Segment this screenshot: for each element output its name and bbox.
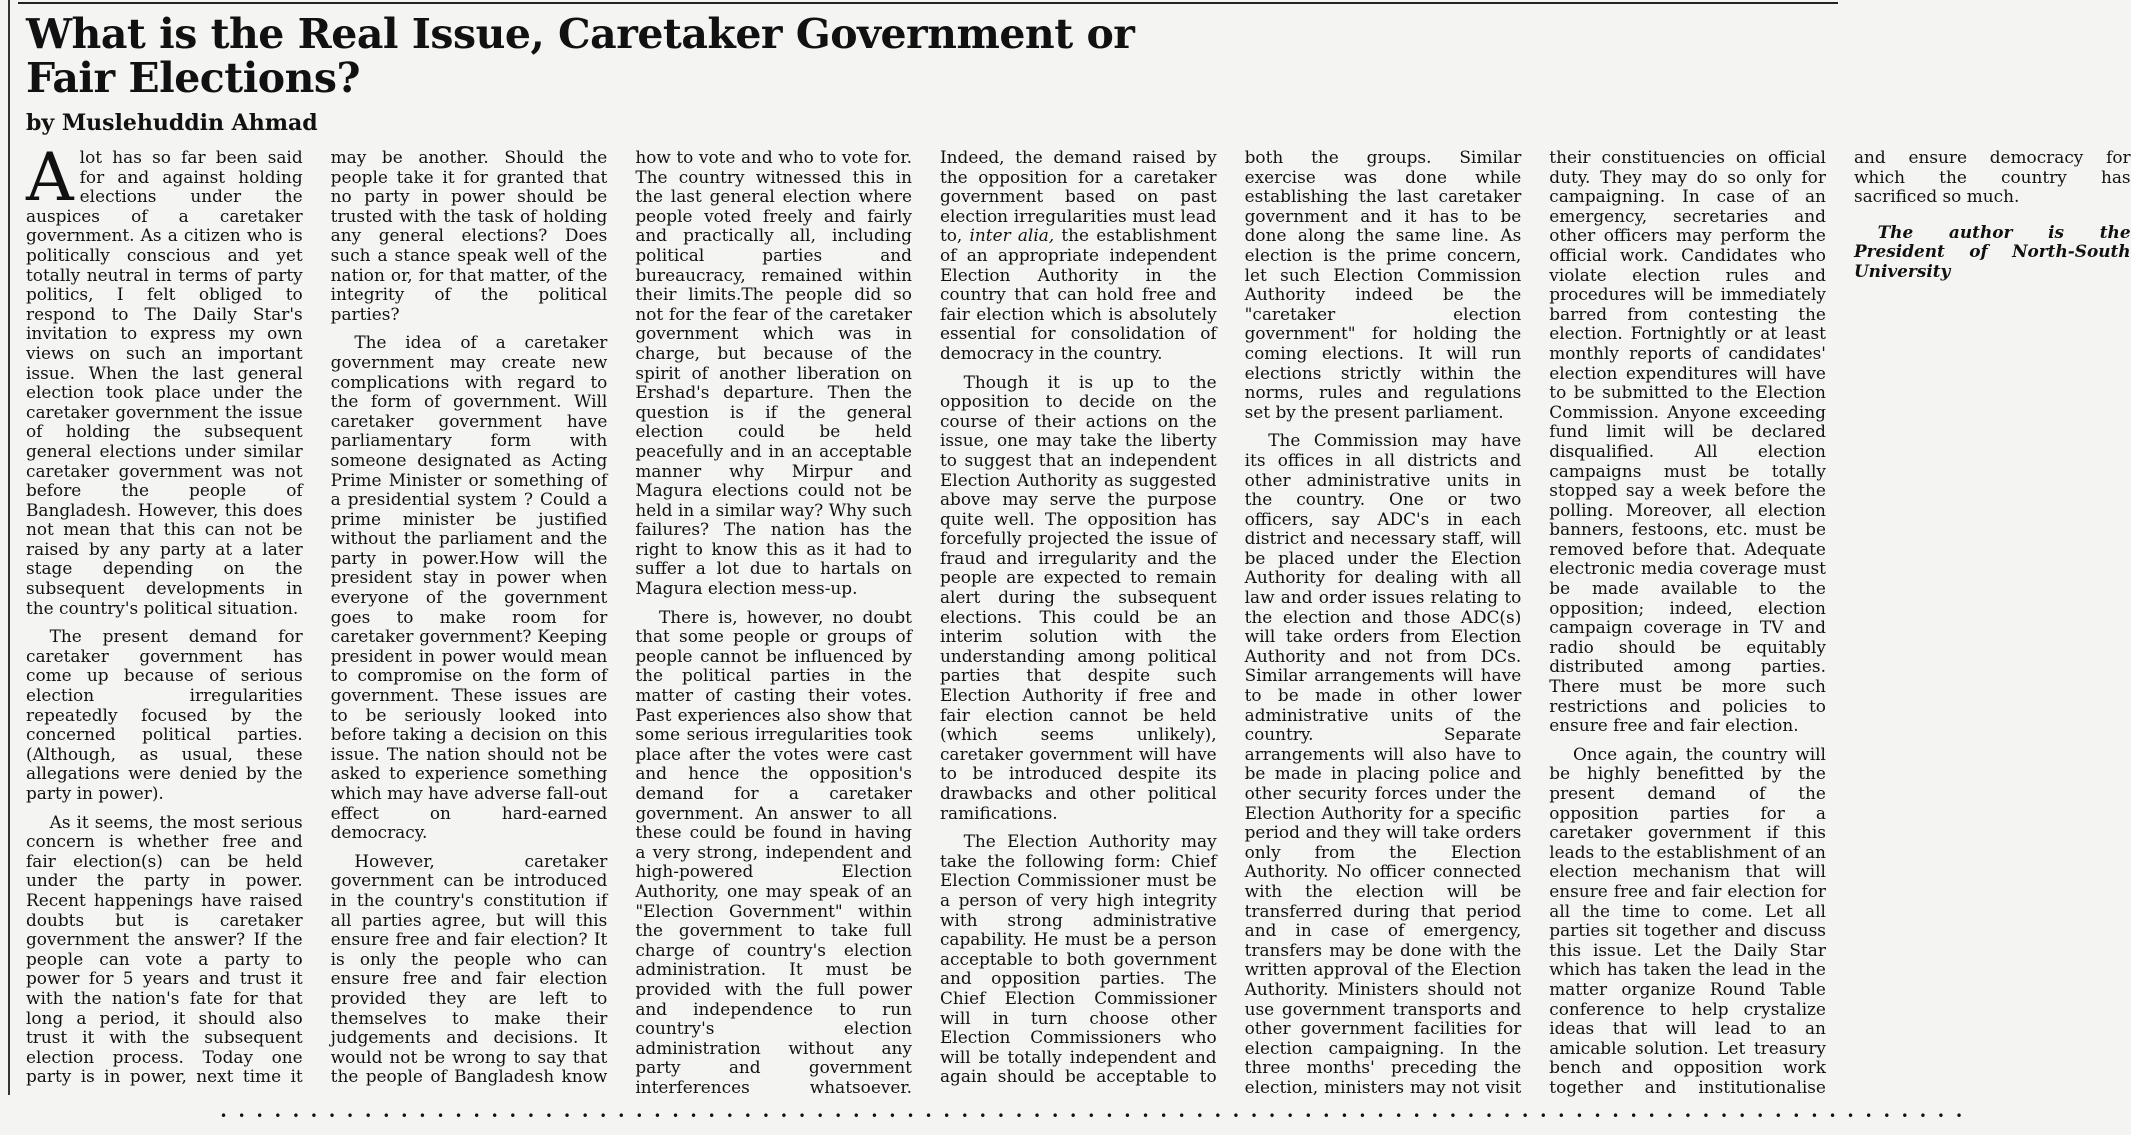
article-headline: What is the Real Issue, Caretaker Government or Fair Elections? [26, 10, 1135, 102]
author-note: The author is the President of North-South University [1853, 221, 2131, 281]
left-rule [8, 0, 10, 1095]
article-paragraph: The Commission may have its offices in all districts and other administrative units in the country. One or two officers, say ADC's in each district and necessary staff, will be placed under the Election Authority for dealing with all law and order issues relating to the election and those ADC(s) will take orders from Election Authority and not from DCs. Similar arrangements will have to be made in other lower administrative units of the country. Separate arrangements will also have to be made in placing police and other security forces under the Election Authority for a specific period and they will take orders only from the Election Authority. No officer connected with the election will be transferred during that period and in case of emergency, transfers may be done with the written approval of the Election Authority. Ministers should not use government transports and other government facilities for election campaigning. In the three months' preceding the election, ministers may not visit their constituencies on official duty. They may do so only for campaigning. In case of an emergency, secretaries and other officers may perform the official work. Candidates who violate election rules and procedures will be immediately barred from contesting the election. Fortnightly or at least monthly reports of candidates' election expenditures will have to be submitted to the Election Commission. Anyone exceeding fund limit will be declared disqualified. All election campaigns must be totally stopped say a week before the polling. Moreover, all election banners, festoons, etc. must be removed before that. Adequate electronic media coverage must be made available to the opposition; indeed, election campaign coverage in TV and radio should be equitably distributed among parties. There must be more such restrictions and policies to ensure free and fair election. [1244, 147, 1826, 1097]
paragraph-text: the establishment of an appropriate independent Election Authority in the country that can hold free and fair election which is absolutely essential for consolidation of democracy in the country. [939, 225, 1217, 363]
italic-phrase: inter alia, [969, 225, 1055, 246]
top-rule [18, 2, 1838, 4]
article-paragraph: Though it is up to the opposition to decide on the course of their actions on the issue, one may take the liberty to suggest that an independent Election Authority as suggested above may serve the purpose quite well. The opposition has forcefully projected the issue of fraud and irregularity and the people are expected to remain alert during the subsequent elections. This could be an interim solution with the understanding among political parties that despite such Election Authority if free and fair election cannot be held (which seems unlikely), caretaker government will have to be introduced despite its drawbacks and other political ramifications. [939, 371, 1217, 823]
article-paragraph: The idea of a caretaker government may create new complications with regard to the form of government. Will caretaker government have parliamentary form with someone designated as Acting Prime Minister or something of a presidential system ? Could a prime minister be justified without the parliament and the party in power.How will the president stay in power when everyone of the government goes to make room for caretaker government? Keeping president in power would mean to compromise on the form of government. These issues are to be seriously looked into before taking a decision on this issue. The nation should not be asked to experience something which may have adverse fall-out effect on hard-earned democracy. [330, 332, 608, 843]
paragraph-text: There is, however, no doubt that some people or groups of people cannot be influenced by the political parties in the matter of casting their votes. Past experiences also show that some serious irregularities took place after the votes were cast and hence the opposition's demand for a caretaker government. An answer to all these could be found in having a very strong, independent and high-powered Election Authority, one may speak of an "Election Government" within the government to take full charge of country's election administration. It must be provided with the full power and independence to run country's election administration without any party and government interferences whatsoever. Indeed, the demand raised by the opposition for a caretaker government based on past election irregularities must lead to, [635, 147, 1217, 1097]
paragraph-text: lot has so far been said for and against holding elections under the auspices of a caretaker government. As a citizen who is politically conscious and yet totally neutral in terms of party politics, I felt obliged to respond to The Daily Star's invitation to express my own views on such an important issue. When the last general election took place under the caretaker government the issue of holding the subsequent general elections under similar caretaker government was not before the people of Bangladesh. However, this does not mean that this can not be raised by any party at a later stage depending on the subsequent developments in the country's political situation. [26, 147, 303, 618]
article-paragraph: The Election Authority may take the following form: Chief Election Commissioner must be a person of very high integrity with strong administrative capability. He must be a person acceptable to both government and opposition parties. The Chief Election Commissioner will in turn choose other Election Commissioners who will be totally independent and again should be acceptable to both the groups. Similar exercise was done while establishing the last caretaker government and it has to be done along the same line. As election is the prime concern, let such Election Commission Authority indeed be the "caretaker election government" for holding the coming elections. It will run elections strictly within the norms, rules and regulations set by the present parliament. [939, 147, 1522, 1087]
article-paragraph [26, 139, 303, 618]
article-body [26, 139, 2131, 1105]
article-paragraph: Once again, the country will be highly benefitted by the present demand of the opposition parties for a caretaker government if this leads to the establishment of an election mechanism that will ensure free and fair election for all the time to come. Let all parties sit together and discuss this issue. Let the Daily Star which has taken the lead in the matter organize Round Table conference to help crystalize ideas that will lead to an amicable solution. Let treasury bench and opposition work together and institutionalise and ensure democracy for which the country has sacrificed so much. [1549, 147, 2131, 1097]
article-paragraph: As it seems, the most serious concern is whether free and fair election(s) can be held under the party in power. Recent happenings have raised doubts but is caretaker government the answer? If the people can vote a party to power for 5 years and trust it with the nation's fate for that long a period, it should also trust it with the subsequent election process. Today one party is in power, next time it may be another. Should the people take it for granted that no party in power should be trusted with the task of holding any general elections? Does such a stance speak well of the nation or, for that matter, of the integrity of the political parties? [26, 147, 608, 1087]
footer-dot-rule: ••••••••••••••••••••••••••••••••••••••••••••••••••••••••••••••••••••••••••••••••••••••••••••••••• [220, 1109, 1974, 1123]
drop-cap: A [26, 139, 74, 216]
article-paragraph: However, caretaker government can be introduced in the country's constitution if all parties agree, but will this ensure free and fair election? It is only the people who can ensure free and fair election provided they are left to themselves to make their judgements and decisions. It would not be wrong to say that the people of Bangladesh know how to vote and who to vote for. The country witnessed this in the last general election where people voted freely and fairly and practically all, including political parties and bureaucracy, remained within their limits.The people did so not for the fear of the caretaker government which was in charge, but because of the spirit of another liberation on Ershad's departure. Then the question is if the general election could be held peacefully and in an acceptable manner why Mirpur and Magura elections could not be held in a similar way? Why such failures? The nation has the right to know this as it had to suffer a lot due to hartals on Magura election mess-up. [330, 147, 912, 1087]
article-byline: by Muslehuddin Ahmad [26, 110, 318, 136]
article-paragraph: The present demand for caretaker government has come up because of serious election irregularities repeatedly focused by the concerned political parties. (Although, as usual, these allegations were denied by the party in power). [26, 626, 303, 803]
